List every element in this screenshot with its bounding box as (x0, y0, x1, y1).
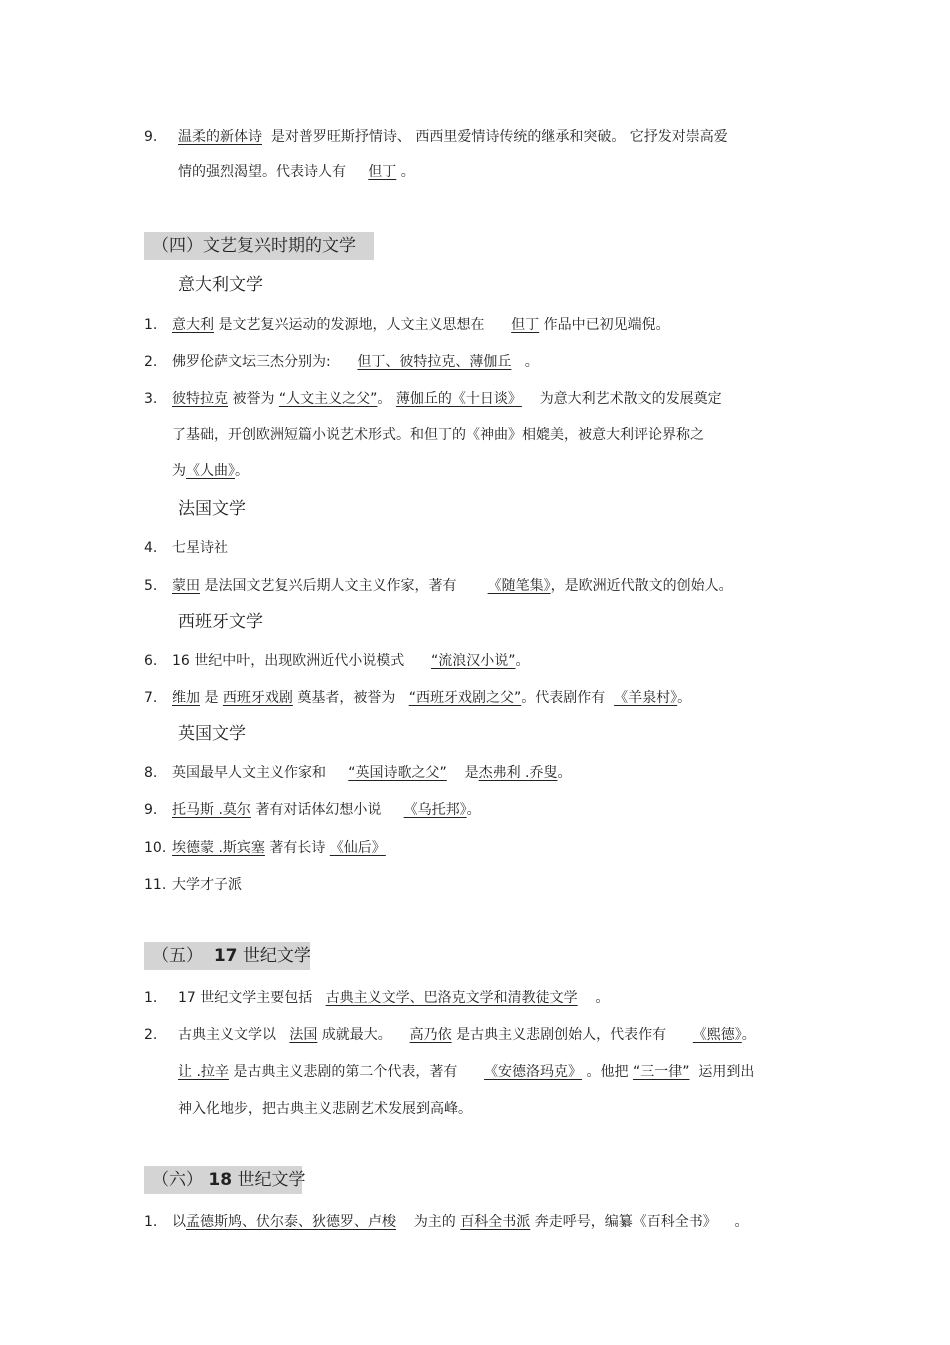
section-title: （四）文艺复兴时期的文学 (152, 236, 356, 256)
text-line (172, 651, 529, 671)
text: 。 (515, 653, 530, 669)
answer-blank: 《熙德》 (692, 1027, 742, 1043)
text-line (172, 763, 572, 783)
item-number: 9. (144, 802, 158, 818)
answer-blank: 《仙后》 (329, 840, 386, 856)
item-number: 7. (144, 690, 158, 706)
answer-blank: 但丁 (511, 317, 540, 333)
item-number: 1. (144, 1214, 158, 1230)
answer-blank: 孟德斯鸠、伏尔泰、狄德罗、卢梭 (186, 1214, 396, 1230)
item-number: 4. (144, 540, 158, 556)
item-number: 2. (144, 354, 158, 370)
text: 。 (734, 1214, 749, 1230)
text: 成就最大。 (321, 1027, 392, 1043)
subsection-heading: 英国文学 (178, 724, 246, 744)
answer-blank: 托马斯 .莫尔 (172, 802, 251, 818)
text: 。 (557, 765, 572, 781)
text: 是古典主义悲剧的第二个代表，著有 (233, 1064, 458, 1080)
text: 英国最早人文主义作家和 (172, 765, 326, 781)
answer-blank: “英国诗歌之父” (348, 765, 447, 781)
answer-blank: “流浪汉小说” (430, 653, 516, 669)
answer-blank: 薄伽丘的《十日谈》 (395, 391, 522, 407)
text: 作品中已初见端倪。 (543, 317, 670, 333)
text: 。 (466, 802, 481, 818)
section-title: 世纪文学 (242, 946, 311, 966)
answer-blank: 意大利 (172, 317, 214, 333)
answer-blank: 百科全书派 (460, 1214, 531, 1230)
answer-blank: 埃德蒙 .斯宾塞 (172, 840, 265, 856)
text: 。 (524, 354, 539, 370)
item-number: 9. (144, 129, 158, 145)
text-line (178, 988, 609, 1008)
text: 。他把 (586, 1064, 629, 1080)
century-number: 17 (213, 946, 238, 966)
section-heading (144, 232, 374, 260)
text: 。代表剧作有 (521, 690, 606, 706)
text-line: 七星诗社 (172, 540, 228, 556)
answer-blank: “人文主义之父” (278, 391, 378, 407)
text-line (172, 1212, 749, 1232)
answer-blank: 但丁 (368, 164, 397, 180)
text: 古典主义文学以 (178, 1027, 276, 1043)
text: 佛罗伦萨文坛三杰分别为: (172, 354, 331, 370)
answer-blank: 高乃依 (409, 1027, 452, 1043)
answer-blank: 但丁、彼特拉克、薄伽丘 (357, 354, 512, 370)
item-number: 10. (144, 840, 167, 856)
item-number: 6. (144, 653, 158, 669)
item-number: 11. (144, 877, 167, 893)
answer-blank: 《羊泉村》 (614, 690, 678, 706)
text: 被誉为 (232, 391, 275, 407)
answer-blank: 让 .拉辛 (178, 1064, 229, 1080)
text: 著有对话体幻想小说 (255, 802, 382, 818)
text: 奠基者，被誉为 (297, 690, 396, 706)
text-line (172, 838, 386, 858)
answer-blank: 维加 (172, 690, 200, 706)
text-line (172, 461, 249, 481)
text-line (172, 389, 722, 409)
answer-blank: “三一律” (632, 1064, 690, 1080)
text-line (178, 1025, 756, 1045)
text-line (178, 1062, 754, 1082)
subsection-heading: 意大利文学 (178, 275, 263, 295)
text: 16 世纪中叶，出现欧洲近代小说模式 (172, 653, 405, 669)
answer-blank: 《乌托邦》 (403, 802, 467, 818)
text: 是文艺复兴运动的发源地，人文主义思想在 (218, 317, 485, 333)
text: 是古典主义悲剧创始人，代表作有 (456, 1027, 667, 1043)
text-line (178, 127, 728, 147)
text: 著有长诗 (269, 840, 326, 856)
text: 是 (464, 765, 479, 781)
text: 是对普罗旺斯抒情诗、 西西里爱情诗传统的继承和突破。 它抒发对崇高爱 (270, 129, 728, 145)
text-line (172, 800, 481, 820)
answer-blank: 彼特拉克 (172, 391, 228, 407)
text: 以 (172, 1214, 186, 1230)
text: 奔走呼号，编纂《百科全书》 (534, 1214, 717, 1230)
text: 情的强烈渴望。代表诗人有 (178, 164, 346, 180)
answer-blank: 《安德洛玛克》 (484, 1064, 583, 1080)
section-prefix: （五） (152, 946, 203, 966)
text: 17 世纪文学主要包括 (178, 990, 313, 1006)
text: 。 (400, 164, 415, 180)
century-number: 18 (208, 1170, 233, 1190)
text-line (172, 688, 691, 708)
text: 为 (172, 463, 186, 479)
text: 运用到出 (698, 1064, 755, 1080)
text-line: 了基础，开创欧洲短篇小说艺术形式。和但丁的《神曲》相媲美，被意大利评论界称之 (172, 427, 704, 443)
answer-blank: 温柔的新体诗 (178, 129, 262, 145)
text: 是法国文艺复兴后期人文主义作家，著有 (204, 578, 457, 594)
item-number: 8. (144, 765, 158, 781)
answer-blank: 《随笔集》 (487, 578, 551, 594)
text-line (178, 162, 415, 182)
text: 为意大利艺术散文的发展奠定 (539, 391, 722, 407)
item-number: 1. (144, 990, 158, 1006)
item-number: 2. (144, 1027, 158, 1043)
text: 。 (235, 463, 249, 479)
text: 。 (677, 690, 692, 706)
subsection-heading: 法国文学 (178, 499, 246, 519)
text-line (172, 315, 670, 335)
answer-blank: 蒙田 (172, 578, 200, 594)
answer-blank: 古典主义文学、巴洛克文学和清教徒文学 (325, 990, 578, 1006)
text-line: 大学才子派 (172, 877, 242, 893)
text: 。 (595, 990, 610, 1006)
text-line (172, 352, 539, 372)
text: 。 (377, 391, 392, 407)
answer-blank: 《人曲》 (186, 463, 235, 479)
section-prefix: （六） (152, 1170, 203, 1190)
answer-blank: 杰弗利 .乔叟 (478, 765, 558, 781)
text: ，是欧洲近代散文的创始人。 (550, 578, 733, 594)
subsection-heading: 西班牙文学 (178, 612, 263, 632)
text-line (172, 576, 733, 596)
text: 是 (204, 690, 219, 706)
answer-blank: 西班牙戏剧 (222, 690, 293, 706)
section-heading (144, 942, 310, 970)
item-number: 1. (144, 317, 158, 333)
text: 为主的 (413, 1214, 456, 1230)
answer-blank: 法国 (289, 1027, 318, 1043)
section-title: 世纪文学 (237, 1170, 306, 1190)
text: 。 (741, 1027, 756, 1043)
item-number: 5. (144, 578, 158, 594)
section-heading (144, 1166, 306, 1194)
answer-blank: “西班牙戏剧之父” (408, 690, 522, 706)
text-line: 神入化地步，把古典主义悲剧艺术发展到高峰。 (178, 1101, 472, 1117)
item-number: 3. (144, 391, 158, 407)
